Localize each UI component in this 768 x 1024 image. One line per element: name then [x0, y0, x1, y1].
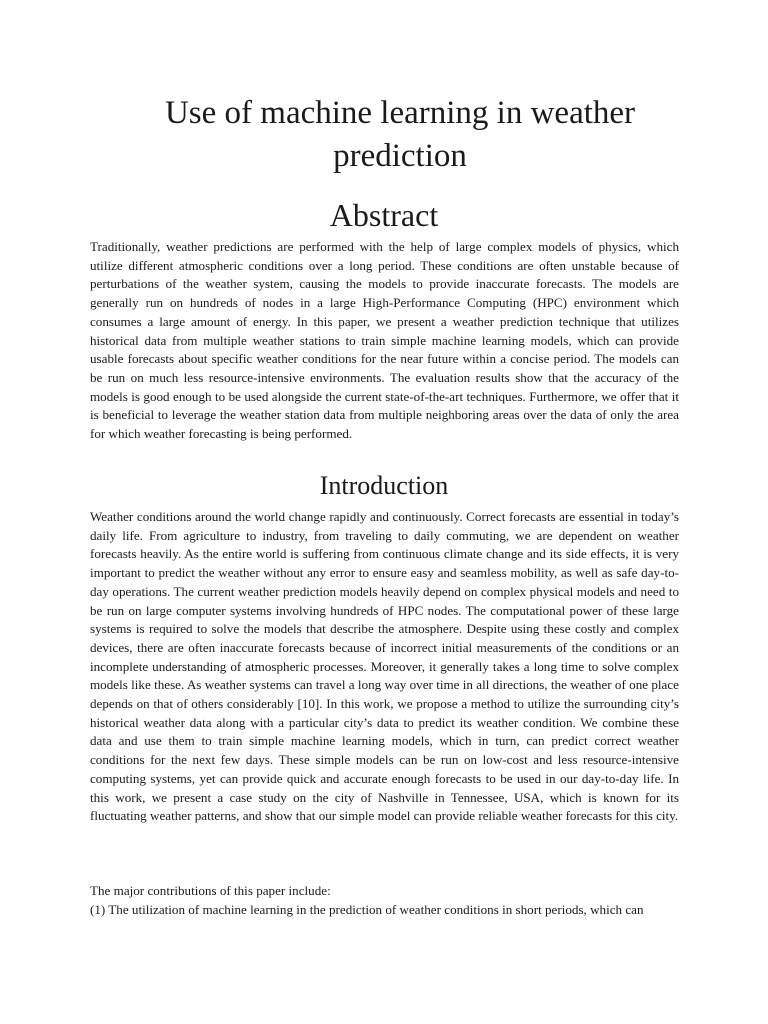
introduction-paragraph: Weather conditions around the world change rapidly and continuously. Correct forecasts are essential in today’s daily life. From agriculture to industry, from traveling to daily commuting, we are dependent on weather forecasts heavily. As the entire world is suffering from continuous climate change and its side effects, it is very important to predict the weather without any error to ensure easy and seamless mobility, as well as safe day-to-day operations. The current weather prediction models heavily depend on complex physical models and need to be run on large computer systems involving hundreds of HPC nodes. The computational power of these large systems is required to solve the models that describe the atmosphere. Despite using these costly and complex devices, there are often inaccurate forecasts because of incorrect initial measurements of the conditions or an incomplete understanding of atmospheric processes. Moreover, it generally takes a long time to solve complex models like these. As weather systems can travel a long way over time in all directions, the weather of one place depends on that of others considerably [10]. In this work, we propose a method to utilize the surrounding city’s historical weather data along with a particular city’s data to predict its weather condition. We combine these data and use them to train simple machine learning models, which in turn, can predict correct weather conditions for the next few days. These simple models can be run on low-cost and less resource-intensive computing systems, yet can provide quick and accurate enough forecasts to be used in our day-to-day life. In this work, we present a case study on the city of Nashville in Tennessee, USA, which is known for its fluctuating weather patterns, and show that our simple model can provide reliable weather forecasts for this city. — [90, 509, 679, 824]
abstract-paragraph: Traditionally, weather predictions are performed with the help of large complex models of physics, which utilize different atmospheric conditions over a long period. These conditions are often unstable because of perturbations of the weather system, causing the models to provide inaccurate forecasts. The models are generally run on hundreds of nodes in a large High-Performance Computing (HPC) environment which consumes a large amount of energy. In this paper, we present a weather prediction technique that utilizes historical data from multiple weather stations to train simple machine learning models, which can provide usable forecasts about specific weather conditions for the near future within a concise period. The models can be run on much less resource-intensive environments. The evaluation results show that the accuracy of the models is good enough to be used alongside the current state-of-the-art techniques. Furthermore, we offer that it is beneficial to leverage the weather station data from multiple neighboring areas over the data of only the area for which weather forecasting is being performed. — [90, 239, 679, 442]
introduction-heading: Introduction — [319, 471, 449, 500]
contributions-intro: The major contributions of this paper include: — [90, 883, 331, 898]
paper-title: Use of machine learning in weather prediction — [164, 95, 636, 174]
contribution-item-1: (1) The utilization of machine learning in the prediction of weather conditions in short periods, which can — [90, 901, 644, 917]
contributions-block — [90, 882, 679, 919]
abstract-heading: Abstract — [329, 197, 439, 233]
